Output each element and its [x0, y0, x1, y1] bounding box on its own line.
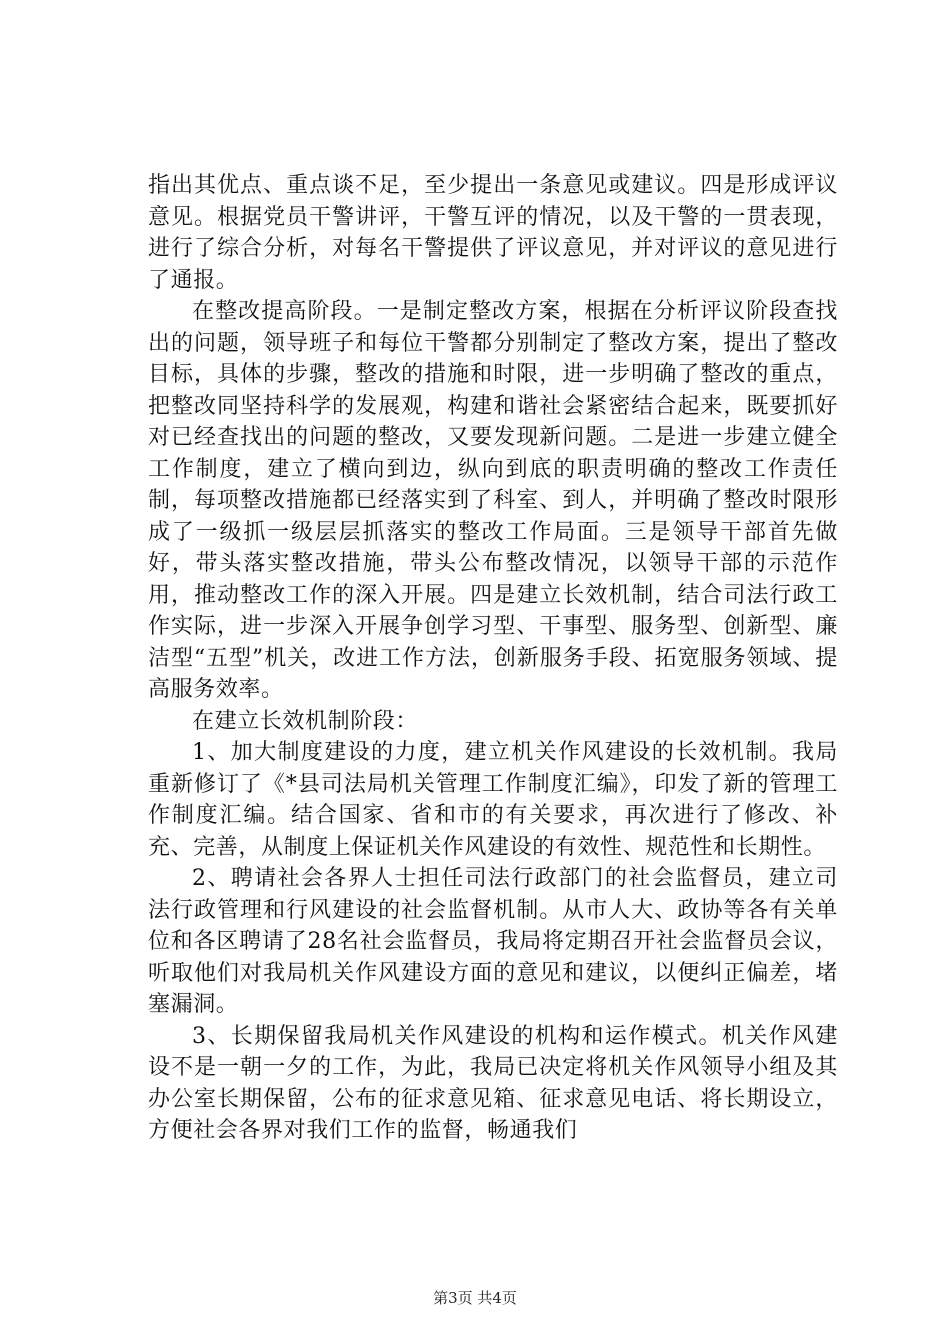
document-body — [148, 170, 838, 1147]
paragraph-5: 2、聘请社会各界人士担任司法行政部门的社会监督员，建立司法行政管理和行风建设的社会监督机制。从市人大、政协等各有关单位和各区聘请了28名社会监督员，我局将定期召开社会监督员会议，听取他们对我局机关作风建设方面的意见和建议，以便纠正偏差，堵塞漏洞。 — [148, 866, 838, 1017]
paragraph-3: 在建立长效机制阶段： — [192, 708, 419, 734]
paragraph-4: 1、加大制度建设的力度，建立机关作风建设的长效机制。我局重新修订了《*县司法局机关管理工作制度汇编》，印发了新的管理工作制度汇编。结合国家、省和市的有关要求，再次进行了修改、补充、完善，从制度上保证机关作风建设的有效性、规范性和长期性。 — [148, 740, 838, 860]
page-footer: 第3页 共4页 — [433, 1289, 517, 1307]
paragraph-1: 指出其优点、重点谈不足，至少提出一条意见或建议。四是形成评议意见。根据党员干警讲评，干警互评的情况，以及干警的一贯表现，进行了综合分析，对每名干警提供了评议意见，并对评议的意见进行了通报。 — [148, 173, 838, 293]
paragraph-2: 在整改提高阶段。一是制定整改方案，根据在分析评议阶段查找出的问题，领导班子和每位干警都分别制定了整改方案，提出了整改目标，具体的步骤，整改的措施和时限，进一步明确了整改的重点，把整改同坚持科学的发展观，构建和谐社会紧密结合起来，既要抓好对已经查找出的问题的整改，又要发现新问题。二是进一步建立健全工作制度，建立了横向到边，纵向到底的职责明确的整改工作责任制，每项整改措施都已经落实到了科室、到人，并明确了整改时限形成了一级抓一级层层抓落实的整改工作局面。三是领导干部首先做好，带头落实整改措施，带头公布整改情况，以领导干部的示范作用，推动整改工作的深入开展。四是建立长效机制，结合司法行政工作实际，进一步深入开展争创学习型、干事型、服务型、创新型、廉洁型“五型”机关，改进工作方法，创新服务手段、拓宽服务领域、提高服务效率。 — [148, 299, 838, 702]
paragraph-6: 3、长期保留我局机关作风建设的机构和运作模式。机关作风建设不是一朝一夕的工作，为此，我局已决定将机关作风领导小组及其办公室长期保留，公布的征求意见箱、征求意见电话、将长期设立，方便社会各界对我们工作的监督，畅通我们 — [148, 1023, 838, 1143]
